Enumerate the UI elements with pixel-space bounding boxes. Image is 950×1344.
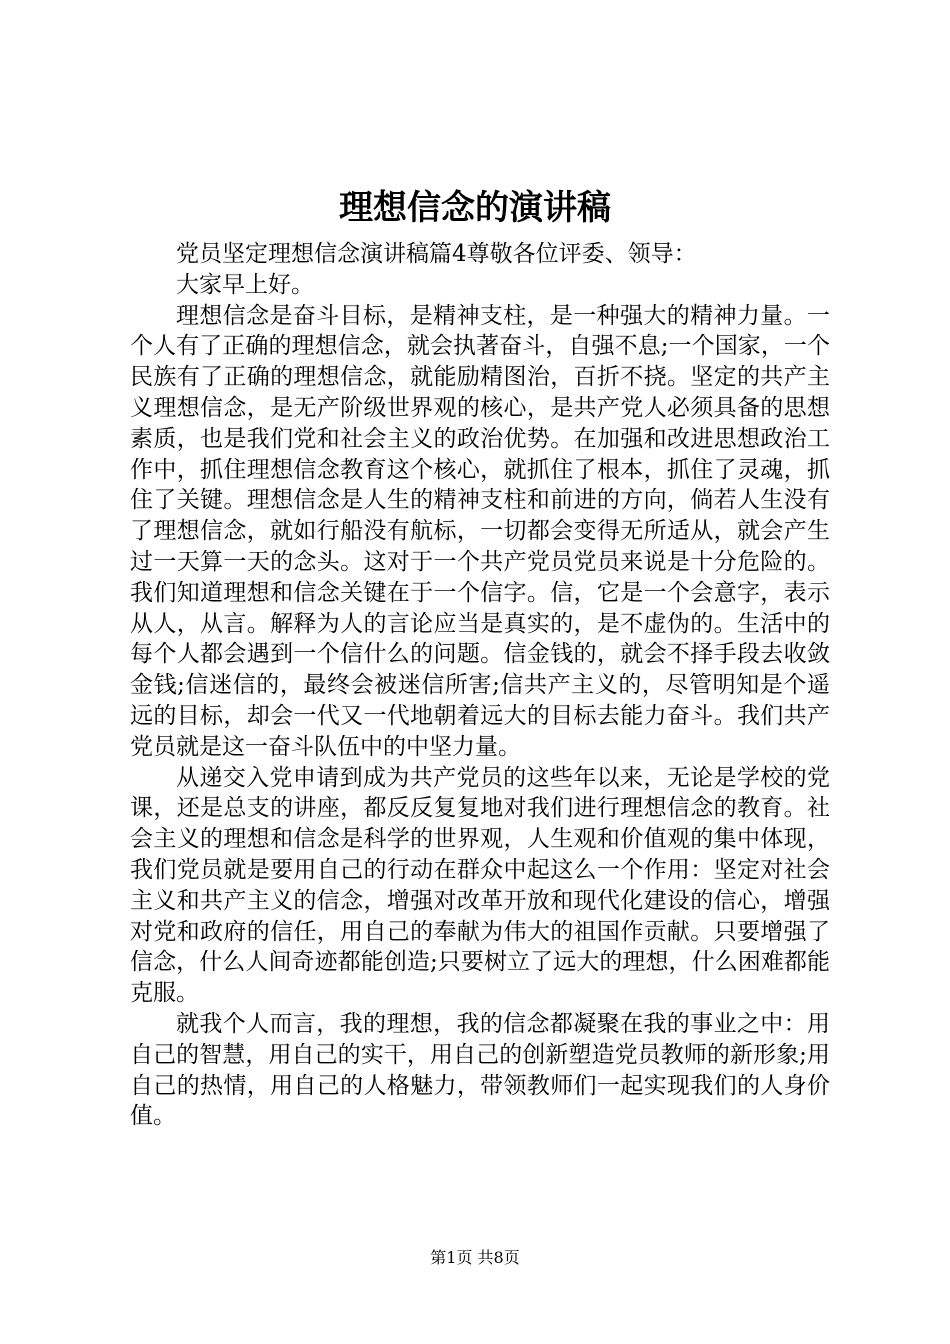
paragraph: 就我个人而言，我的理想，我的信念都凝聚在我的事业之中：用自己的智慧，用自己的实干，用自己的创新塑造党员教师的新形象;用自己的热情，用自己的人格魅力，带领教师们一起实现我们的人身价值。 xyxy=(130,1010,830,1130)
paragraph: 党员坚定理想信念演讲稿篇4尊敬各位评委、领导： xyxy=(176,241,697,267)
paragraph: 理想信念是奋斗目标，是精神支柱，是一种强大的精神力量。一个人有了正确的理想信念，就会执著奋斗，自强不息;一个国家，一个民族有了正确的理想信念，就能励精图治，百折不挠。坚定的共产主义理想信念，是无产阶级世界观的核心，是共产党人必须具备的思想素质，也是我们党和社会主义的政治优势。在加强和改进思想政治工作中，抓住理想信念教育这个核心，就抓住了根本，抓住了灵魂，抓住了关键。理想信念是人生的精神支柱和前进的方向，倘若人生没有了理想信念，就如行船没有航标，一切都会变得无所适从，就会产生过一天算一天的念头。这对于一个共产党员党员来说是十分危险的。我们知道理想和信念关键在于一个信字。信，它是一个会意字，表示从人，从言。解释为人的言论应当是真实的，是不虚伪的。生活中的每个人都会遇到一个信什么的问题。信金钱的，就会不择手段去收敛金钱;信迷信的，最终会被迷信所害;信共产主义的，尽管明知是个遥远的目标，却会一代又一代地朝着远大的目标去能力奋斗。我们共产党员就是这一奋斗队伍中的中坚力量。 xyxy=(130,302,830,760)
document-body xyxy=(130,239,830,1132)
paragraph: 从递交入党申请到成为共产党员的这些年以来，无论是学校的党课，还是总支的讲座，都反反复复地对我们进行理想信念的教育。社会主义的理想和信念是科学的世界观，人生观和价值观的集中体现，我们党员就是要用自己的行动在群众中起这么一个作用：坚定对社会主义和共产主义的信念，增强对改革开放和现代化建设的信心，增强对党和政府的信任，用自己的奉献为伟大的祖国作贡献。只要增强了信念，什么人间奇迹都能创造;只要树立了远大的理想，什么困难都能克服。 xyxy=(130,764,830,1007)
paragraph: 大家早上好。 xyxy=(176,271,314,298)
document-title: 理想信念的演讲稿 xyxy=(339,188,611,228)
page-number: 第1页 共8页 xyxy=(430,1248,520,1267)
